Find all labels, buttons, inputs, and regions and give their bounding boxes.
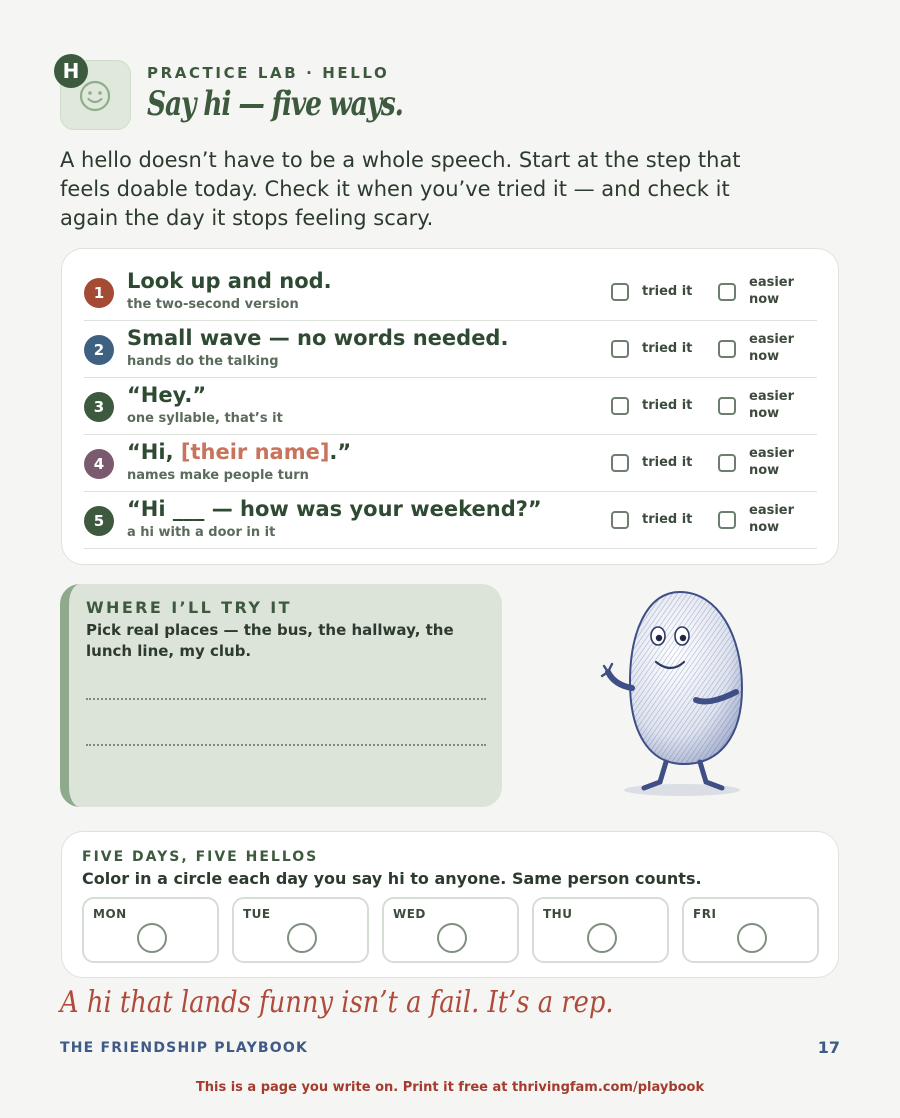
day-box-wed xyxy=(382,897,519,963)
day-box-fri xyxy=(682,897,819,963)
easier-now-checkbox[interactable] xyxy=(718,283,736,301)
name-placeholder: [their name] xyxy=(180,440,330,464)
day-label: MON xyxy=(93,907,127,921)
step-subtitle: one syllable, that’s it xyxy=(127,411,283,426)
day-circle[interactable] xyxy=(137,923,167,953)
day-circle[interactable] xyxy=(437,923,467,953)
intro-paragraph: A hello doesn’t have to be a whole speech. Start at the step that feels doable today. Check it when you’ve tried it — and check it again the day it stops feeling scary. xyxy=(60,148,741,230)
easier-now-checkbox[interactable] xyxy=(718,397,736,415)
step-title: “Hey.” xyxy=(127,383,207,407)
where-description: Pick real places — the bus, the hallway, the lunch line, my club. xyxy=(86,621,454,660)
step-title-text: “Hi, xyxy=(127,440,181,464)
tried-it-checkbox[interactable] xyxy=(611,511,629,529)
day-label: TUE xyxy=(243,907,271,921)
page-title: Say hi — five ways. xyxy=(147,84,403,124)
day-box-thu xyxy=(532,897,669,963)
page-number: 17 xyxy=(817,1038,840,1057)
step-row xyxy=(84,378,817,435)
days-card xyxy=(61,831,839,978)
tried-it-checkbox[interactable] xyxy=(611,283,629,301)
write-in-line[interactable] xyxy=(86,698,486,700)
badge-letter: H xyxy=(54,54,88,88)
write-in-line[interactable] xyxy=(86,744,486,746)
step-subtitle: the two-second version xyxy=(127,297,299,312)
tried-it-label: tried it xyxy=(642,512,693,527)
step-row xyxy=(84,264,817,321)
where-kicker: WHERE I’LL TRY IT xyxy=(86,598,292,617)
section-kicker: PRACTICE LAB · HELLO xyxy=(147,64,390,82)
day-label: THU xyxy=(543,907,573,921)
tried-it-label: tried it xyxy=(642,341,693,356)
book-title: THE FRIENDSHIP PLAYBOOK xyxy=(60,1040,309,1056)
step-title: Small wave — no words needed. xyxy=(127,326,509,350)
day-circle[interactable] xyxy=(287,923,317,953)
day-label: WED xyxy=(393,907,426,921)
tried-it-checkbox[interactable] xyxy=(611,397,629,415)
step-number: 1 xyxy=(84,278,114,308)
step-title: Look up and nod. xyxy=(127,269,332,293)
step-number: 2 xyxy=(84,335,114,365)
tried-it-label: tried it xyxy=(642,398,693,413)
step-row xyxy=(84,492,817,549)
step-title xyxy=(127,440,351,464)
easier-now-label: easier now xyxy=(749,332,795,364)
tried-it-label: tried it xyxy=(642,284,693,299)
print-note: This is a page you write on. Print it free at thrivingfam.com/playbook xyxy=(195,1080,705,1095)
day-box-mon xyxy=(82,897,219,963)
day-label: FRI xyxy=(693,907,717,921)
tried-it-checkbox[interactable] xyxy=(611,340,629,358)
step-number: 5 xyxy=(84,506,114,536)
easier-now-checkbox[interactable] xyxy=(718,340,736,358)
step-title: “Hi ___ — how was your weekend?” xyxy=(127,497,542,521)
steps-card xyxy=(61,248,839,565)
days-description: Color in a circle each day you say hi to anyone. Same person counts. xyxy=(82,869,702,888)
step-row xyxy=(84,435,817,492)
easier-now-label: easier now xyxy=(749,503,795,535)
potato-mascot-illustration xyxy=(596,584,764,804)
tagline: A hi that lands funny isn’t a fail. It’s a rep. xyxy=(60,985,614,1020)
where-card xyxy=(60,584,502,807)
step-subtitle: a hi with a door in it xyxy=(127,525,276,540)
easier-now-label: easier now xyxy=(749,446,795,478)
step-title-text: .” xyxy=(329,440,352,464)
tried-it-checkbox[interactable] xyxy=(611,454,629,472)
easier-now-checkbox[interactable] xyxy=(718,454,736,472)
step-row xyxy=(84,321,817,378)
step-subtitle: names make people turn xyxy=(127,468,309,483)
days-kicker: FIVE DAYS, FIVE HELLOS xyxy=(82,849,319,865)
step-number: 4 xyxy=(84,449,114,479)
easier-now-label: easier now xyxy=(749,275,795,307)
day-circle[interactable] xyxy=(587,923,617,953)
step-subtitle: hands do the talking xyxy=(127,354,279,369)
day-circle[interactable] xyxy=(737,923,767,953)
easier-now-label: easier now xyxy=(749,389,795,421)
step-number: 3 xyxy=(84,392,114,422)
day-box-tue xyxy=(232,897,369,963)
tried-it-label: tried it xyxy=(642,455,693,470)
easier-now-checkbox[interactable] xyxy=(718,511,736,529)
